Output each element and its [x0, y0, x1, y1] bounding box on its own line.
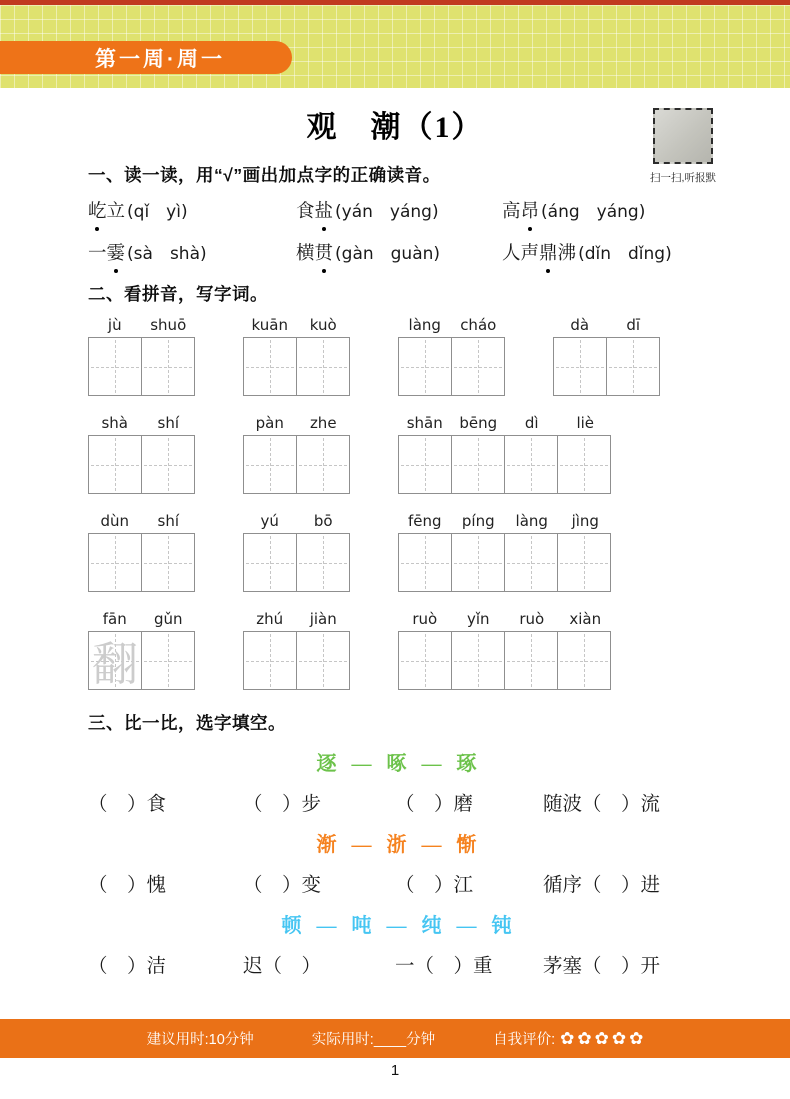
write-row [88, 512, 730, 596]
writing-cell [89, 534, 142, 591]
word [296, 197, 333, 223]
pinyin-word-group [243, 512, 350, 596]
pinyin-word-group [398, 512, 612, 596]
char-group-line: 顿 — 吨 — 纯 — 钝 [281, 915, 517, 937]
fill-item: 随波（ ）流 [543, 794, 661, 815]
pinyin-word-group [88, 610, 195, 694]
pinyin-choices: (áng yáng) [541, 202, 646, 222]
flower-icon: ✿ [594, 1028, 609, 1049]
pinyin-label: dī [626, 316, 641, 334]
fill-item: 迟（ ） [243, 956, 322, 977]
writing-cell [297, 338, 349, 395]
pinyin-labels [88, 414, 195, 432]
pinyin-label: jiàn [309, 610, 337, 628]
fill-row [88, 788, 730, 816]
qr-block [650, 108, 716, 185]
pinyin-label: làng [515, 512, 548, 530]
writing-cell [452, 534, 505, 591]
flower-icon: ✿ [560, 1028, 575, 1049]
pinyin-label: ruò [519, 610, 545, 628]
fill-item: 循序（ ）进 [543, 875, 661, 896]
read-item [502, 239, 672, 265]
pinyin-labels [88, 610, 195, 628]
pinyin-word-group [88, 414, 195, 498]
pinyin-word-group [553, 316, 660, 400]
writing-cell [505, 632, 558, 689]
writing-cell [142, 632, 194, 689]
pinyin-label: làng [408, 316, 441, 334]
fill-row [88, 869, 730, 897]
writing-cell [452, 632, 505, 689]
writing-cell [399, 436, 452, 493]
pinyin-label: bō [313, 512, 333, 530]
writing-cells [88, 435, 195, 494]
pinyin-choices: (gàn guàn) [335, 244, 441, 264]
writing-cells [88, 631, 195, 690]
flower-icon: ✿ [611, 1028, 627, 1049]
qr-caption: 扫一扫,听报默 [650, 172, 716, 184]
pinyin-label: kuān [251, 316, 288, 334]
read-item [296, 197, 502, 223]
writing-cells [88, 337, 195, 396]
fill-item: （ ）食 [88, 794, 167, 815]
week-badge: 第一周·周一 [0, 41, 292, 74]
self-eval-label: 自我评价: [493, 1032, 556, 1048]
suggested-time-label: 建议用时:10分钟 [146, 1032, 254, 1048]
char: 声 [520, 244, 540, 264]
emphasized-char: 屹 [88, 197, 107, 223]
fill-item: （ ）江 [395, 875, 474, 896]
pinyin-labels [88, 316, 195, 334]
flower-icon: ✿ [577, 1028, 592, 1049]
char: 沸 [557, 244, 577, 264]
read-row [88, 239, 730, 265]
pinyin-label: jù [107, 316, 122, 334]
pinyin-label: fēng [407, 512, 442, 530]
pinyin-choices: (dǐn dǐng) [578, 244, 672, 264]
writing-cells [398, 435, 611, 494]
pinyin-label: zhe [309, 414, 337, 432]
pinyin-label: dà [570, 316, 590, 334]
pinyin-labels [398, 414, 612, 432]
writing-cell [558, 436, 610, 493]
writing-cell [142, 534, 194, 591]
qr-code [653, 108, 713, 164]
fill-item: （ ）洁 [88, 956, 167, 977]
pinyin-word-group [398, 414, 612, 498]
fill-item: 茅塞（ ）开 [543, 956, 661, 977]
write-row [88, 316, 730, 400]
fill-item: （ ）磨 [395, 794, 474, 815]
section2-heading: 二、看拼音，写字词。 [88, 284, 268, 304]
pinyin-label: dì [524, 414, 539, 432]
pinyin-label: píng [461, 512, 495, 530]
pinyin-label: dùn [100, 512, 130, 530]
fill-item: 一（ ）重 [395, 956, 493, 977]
self-eval-flowers [557, 1029, 643, 1049]
pinyin-label: jìng [571, 512, 599, 530]
writing-cell [452, 436, 505, 493]
flower-icon: ✿ [629, 1028, 644, 1049]
writing-cells [243, 533, 350, 592]
hint-character: 翻 [92, 638, 138, 690]
section3-heading: 三、比一比，选字填空。 [88, 713, 286, 733]
word [296, 239, 333, 265]
pinyin-choices: (sà shà) [127, 244, 207, 264]
writing-cell [297, 436, 349, 493]
pinyin-word-group [398, 316, 505, 400]
writing-cell [89, 632, 142, 689]
char: 立 [106, 202, 126, 222]
pinyin-label: yǐn [466, 610, 490, 628]
writing-cell [558, 534, 610, 591]
writing-cell [505, 534, 558, 591]
page-title: 观 潮（1） [306, 111, 484, 144]
pinyin-label: liè [576, 414, 595, 432]
fill-item: （ ）变 [243, 875, 322, 896]
pinyin-labels [243, 316, 350, 334]
writing-cells [398, 533, 611, 592]
writing-cell [399, 632, 452, 689]
writing-cell [297, 632, 349, 689]
pinyin-choices: (yán yáng) [335, 202, 439, 222]
word [88, 239, 125, 265]
pinyin-labels [243, 512, 350, 530]
pinyin-label: shí [157, 512, 179, 530]
writing-cells [398, 631, 611, 690]
pinyin-label: cháo [460, 316, 497, 334]
emphasized-char: 昂 [521, 197, 540, 223]
writing-cell [89, 436, 142, 493]
read-item [88, 197, 296, 223]
pinyin-word-group [243, 610, 350, 694]
pinyin-labels [243, 414, 350, 432]
pinyin-label: bēng [459, 414, 498, 432]
read-item [502, 197, 645, 223]
char: 横 [296, 244, 315, 264]
word [502, 197, 539, 223]
writing-cells [243, 435, 350, 494]
pinyin-label: yú [260, 512, 279, 530]
fill-item: （ ）愧 [88, 875, 167, 896]
pinyin-labels [398, 512, 612, 530]
pinyin-label: shuō [150, 316, 187, 334]
pinyin-word-group [398, 610, 612, 694]
pinyin-label: fān [102, 610, 127, 628]
word [502, 239, 576, 265]
pinyin-label: shān [406, 414, 443, 432]
header-band [0, 5, 790, 88]
writing-cells [398, 337, 505, 396]
writing-cell [558, 632, 610, 689]
pinyin-label: xiàn [569, 610, 602, 628]
writing-cell [399, 534, 452, 591]
self-eval-group [493, 1028, 643, 1049]
writing-cell [244, 436, 297, 493]
writing-cells [243, 337, 350, 396]
writing-cell [142, 338, 194, 395]
section1-heading: 一、读一读，用“√”画出加点字的正确读音。 [88, 165, 441, 185]
char-group-line: 逐 — 啄 — 琢 [316, 753, 482, 775]
worksheet-content [0, 162, 790, 978]
page-number: 1 [390, 1062, 400, 1079]
pinyin-label: ruò [412, 610, 438, 628]
writing-cell [244, 338, 297, 395]
pinyin-label: kuò [309, 316, 337, 334]
actual-time-label: 实际用时:____分钟 [311, 1032, 436, 1048]
pinyin-labels [398, 316, 505, 334]
emphasized-char: 盐 [315, 197, 334, 223]
writing-cells [243, 631, 350, 690]
read-item [88, 239, 296, 265]
fill-row [88, 950, 730, 978]
word [88, 197, 125, 223]
char-group-line: 渐 — 浙 — 惭 [316, 834, 482, 856]
pinyin-word-group [243, 316, 350, 400]
char: 人 [502, 244, 521, 264]
fill-item: （ ）步 [243, 794, 322, 815]
pinyin-labels [88, 512, 195, 530]
char: 高 [502, 202, 521, 222]
footer-bar [0, 1019, 790, 1058]
writing-cell [452, 338, 504, 395]
pinyin-label: shí [157, 414, 179, 432]
writing-cell [399, 338, 452, 395]
writing-cell [505, 436, 558, 493]
write-row [88, 610, 730, 694]
char: 一 [88, 244, 107, 264]
writing-cell [244, 534, 297, 591]
read-row [88, 197, 730, 223]
pinyin-word-group [243, 414, 350, 498]
pinyin-labels [398, 610, 612, 628]
section1-rows [88, 197, 730, 265]
section3-groups [88, 747, 730, 978]
writing-cells [553, 337, 660, 396]
emphasized-char: 贯 [315, 239, 334, 265]
writing-cell [607, 338, 659, 395]
writing-cells [88, 533, 195, 592]
pinyin-word-group [88, 316, 195, 400]
writing-cell [244, 632, 297, 689]
read-item [296, 239, 502, 265]
pinyin-labels [243, 610, 350, 628]
emphasized-char: 霎 [107, 239, 126, 265]
pinyin-label: shà [101, 414, 128, 432]
pinyin-label: zhú [256, 610, 284, 628]
pinyin-word-group [88, 512, 195, 596]
writing-cell [142, 436, 194, 493]
writing-cell [89, 338, 142, 395]
write-row [88, 414, 730, 498]
pinyin-choices: (qǐ yì) [127, 202, 188, 222]
writing-cell [554, 338, 607, 395]
emphasized-char: 鼎 [539, 239, 558, 265]
writing-cell [297, 534, 349, 591]
char: 食 [296, 202, 315, 222]
pinyin-labels [553, 316, 660, 334]
pinyin-label: pàn [255, 414, 284, 432]
section2-rows [88, 316, 730, 694]
pinyin-label: gǔn [153, 610, 183, 628]
